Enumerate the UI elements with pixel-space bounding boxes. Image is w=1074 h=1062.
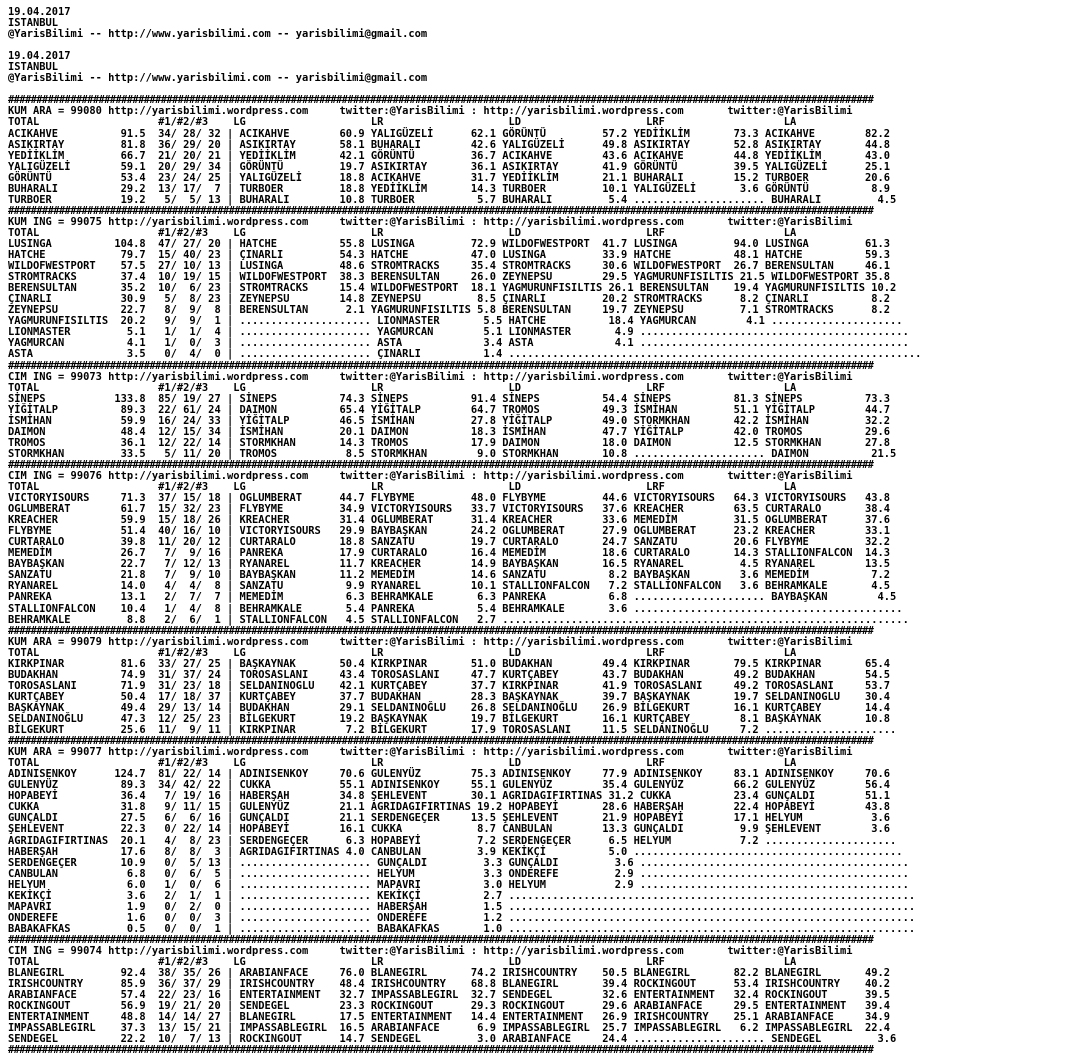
horse-row: YAGMURCAN 4.1 1/ 0/ 3 | ..................... ASTA 3.4 ASTA 4.1 ........................................... [8, 337, 909, 350]
horse-row: ÇINARLI 30.9 5/ 8/ 23 | ZEYNEPSU 14.8 ZEYNEPSU 8.5 ÇINARLI 20.2 STROMTRACKS 8.2 ÇINARLI 8.2 [8, 293, 891, 306]
horse-row: ACIKAHVE 91.5 34/ 28/ 32 | ACIKAHVE 60.9 YALIGÜZELİ 62.1 GÖRÜNTÜ 57.2 YEDİİKLİM 73.3 ACIKAHVE 82.2 [8, 127, 891, 140]
race-title: CIM ING = 99074 http://yarisbilimi.wordpress.com twitter:@YarisBilimi : http://yarisbilimi.wordpress.com twitter:@YarisBilimi [8, 944, 853, 957]
horse-row: PANREKA 13.1 2/ 7/ 7 | MEMEDİM 6.3 BEHRAMKALE 6.3 PANREKA 6.8 ..................... BAYBAŞKAN 4.5 [8, 591, 897, 604]
horse-row: MAPAVRI 1.9 0/ 2/ 0 | ..................... HABERŞAH 1.5 ................................................................. [8, 900, 916, 913]
horse-row: ŞEHLEVENT 22.3 0/ 22/ 14 | HOPABEYİ 16.1 CUKKA 8.7 CANBULAN 13.3 GUNÇALDI 9.9 ŞEHLEVENT 3.6 [8, 823, 891, 836]
column-headers: TOTAL #1/#2/#3 LG LR LD LRF LA [8, 646, 797, 659]
horse-row: YİĞİTALP 89.3 22/ 61/ 24 | DAIMON 65.4 YİĞİTALP 64.7 TROMOS 49.3 İSMİHAN 51.1 YİĞİTALP 44.7 [8, 403, 891, 416]
horse-row: BİLGEKURT 25.6 11/ 9/ 11 | KIRKPINAR 7.2 BİLGEKURT 17.9 TOROSASLANI 11.5 SELDANINOĞLU 7.2 ..................... [8, 724, 897, 737]
horse-row: SELDANINOĞLU 47.3 12/ 25/ 23 | BİLGEKURT 19.2 BAŞKAYNAK 19.7 BİLGEKURT 16.1 KURTÇABEY 8.1 BAŞKAYNAK 10.8 [8, 713, 891, 725]
horse-row: ARABIANFACE 57.4 22/ 23/ 16 | ENTERTAINMENT 32.7 IMPASSABLEGIRL 32.7 SENDEGEL 32.6 ENTERTAINMENT 32.4 ROCKINGOUT 39.5 [8, 989, 891, 1002]
horse-row: TURBOER 19.2 5/ 5/ 13 | BUHARALI 10.8 TURBOER 5.7 BUHARALI 5.4 ..................... BUHARALI 4.5 [8, 193, 897, 206]
horse-row: KEKİKÇİ 3.6 2/ 1/ 1 | ..................... KEKİKÇİ 2.7 ................................................................. [8, 889, 916, 902]
horse-row: FLYBYME 51.4 40/ 16/ 10 | VICTORYISOURS 29.9 BAYBAŞKAN 24.2 OGLUMBERAT 27.9 OGLUMBERAT 23.2 KREACHER 33.1 [8, 525, 891, 538]
horse-row: WILDOFWESTPORT 57.5 27/ 10/ 13 | LUSINGA 48.6 STROMTRACKS 35.4 STROMTRACKS 30.6 WILDOFWESTPORT 26.7 BERENSULTAN 46.1 [8, 260, 891, 273]
horse-row: SENDEGEL 22.2 10/ 7/ 13 | ROCKINGOUT 14.7 SENDEGEL 3.0 ARABIANFACE 24.4 ..................... SENDEGEL 3.6 [8, 1033, 897, 1046]
horse-row: KIRKPINAR 81.6 33/ 27/ 25 | BAŞKAYNAK 50.4 KIRKPINAR 51.0 BUDAKHAN 49.4 KIRKPINAR 79.5 KIRKPINAR 65.4 [8, 657, 891, 670]
horse-row: BUHARALI 29.2 13/ 17/ 7 | TURBOER 18.8 YEDİİKLİM 14.3 TURBOER 10.1 YALIGÜZELİ 3.6 GÖRÜNTÜ 8.9 [8, 182, 891, 195]
horse-row: BEHRAMKALE 8.8 2/ 6/ 1 | STALLIONFALCON 4.5 STALLIONFALCON 2.7 ................................................................. [8, 613, 909, 626]
header-line [8, 40, 1068, 51]
section-separator: ######################################################################################################################################################### [8, 933, 874, 946]
race-title: KUM ARA = 99077 http://yarisbilimi.wordpress.com twitter:@YarisBilimi : http://yarisbilimi.wordpress.com twitter:@YarisBilimi [8, 746, 853, 759]
horse-row: CANBULAN 6.8 0/ 6/ 5 | ..................... HELYUM 3.3 ONDEREFE 2.9 ........................................... [8, 867, 909, 880]
section-separator: ######################################################################################################################################################### [8, 458, 874, 471]
horse-row: BAŞKAYNAK 49.4 29/ 13/ 14 | BUDAKHAN 29.1 SELDANINOĞLU 26.8 SELDANINOĞLU 26.9 BİLGEKURT 16.1 KURTÇABEY 14.4 [8, 701, 891, 714]
horse-row: İSMİHAN 59.9 16/ 24/ 33 | YİĞİTALP 46.5 İSMİHAN 27.8 YİĞİTALP 49.0 STORMKHAN 42.2 İSMİHAN 32.2 [8, 414, 891, 427]
horse-row: KURTÇABEY 50.4 17/ 18/ 37 | KURTÇABEY 37.7 BUDAKHAN 28.3 BAŞKAYNAK 39.7 BAŞKAYNAK 19.7 SELDANINOGLU 30.4 [8, 690, 891, 703]
column-headers: TOTAL #1/#2/#3 LG LR LD LRF LA [8, 381, 797, 394]
horse-row: CUKKA 31.8 9/ 11/ 15 | GULENYÜZ 21.1 AGRIDAGIFIRTINAS 19.2 HOPABEYİ 28.6 HABERŞAH 22.4 HOPABEYİ 43.8 [8, 801, 891, 814]
section-separator: ######################################################################################################################################################### [8, 359, 874, 372]
horse-row: VICTORYISOURS 71.3 37/ 15/ 18 | OGLUMBERAT 44.7 FLYBYME 48.0 FLYBYME 44.6 VICTORYISOURS 64.3 VICTORYISOURS 43.8 [8, 492, 891, 505]
header-line: @YarisBilimi -- http://www.yarisbilimi.com -- yarisbilimi@gmail.com [8, 72, 428, 85]
race-report-document [8, 7, 1068, 1056]
horse-row: ASIKIRTAY 81.8 36/ 29/ 20 | ASIKIRTAY 58.1 BUHARALI 42.6 YALIGÜZELİ 49.8 ASIKIRTAY 52.8 ASIKIRTAY 44.8 [8, 138, 891, 151]
race-title: CIM ING = 99073 http://yarisbilimi.wordpress.com twitter:@YarisBilimi : http://yarisbilimi.wordpress.com twitter:@YarisBilimi [8, 370, 853, 383]
horse-row: STORMKHAN 33.5 5/ 11/ 20 | TROMOS 8.5 STORMKHAN 9.0 STORMKHAN 10.8 ..................... DAIMON 21.5 [8, 447, 897, 460]
horse-row: LUSINGA 104.8 47/ 27/ 20 | HATCHE 55.8 LUSINGA 72.9 WILDOFWESTPORT 41.7 LUSINGA 94.0 LUSINGA 61.3 [8, 237, 891, 250]
horse-row: STROMTRACKS 37.4 10/ 19/ 15 | WILDOFWESTPORT 38.3 BERENSULTAN 26.0 ZEYNEPSU 29.5 YAGMURUNFISILTIS 21.5 WILDOFWESTPORT 35.8 [8, 271, 891, 284]
horse-row: SERDENGEÇER 10.9 0/ 5/ 13 | ..................... GUNÇALDI 3.3 GUNÇALDI 3.6 ........................................... [8, 856, 909, 869]
column-headers: TOTAL #1/#2/#3 LG LR LD LRF LA [8, 956, 797, 969]
column-headers: TOTAL #1/#2/#3 LG LR LD LRF LA [8, 481, 797, 494]
horse-row: YAGMURUNFISILTIS 20.2 9/ 9/ 1 | ..................... LIONMASTER 5.5 HATCHE 18.4 YAGMURCAN 4.1 ..................... [8, 315, 903, 328]
horse-row: ADINISENKOY 124.7 81/ 22/ 14 | ADINISENKOY 70.6 GULENYÜZ 75.3 ADINISENKOY 77.9 ADINISENKOY 83.1 ADINISENKOY 70.6 [8, 768, 891, 781]
header-line: 19.04.2017 [8, 50, 71, 63]
horse-row: LIONMASTER 5.1 1/ 1/ 4 | ..................... YAGMURCAN 5.1 LIONMASTER 4.9 ........................................... [8, 326, 909, 339]
horse-row: ENTERTAINMENT 48.8 14/ 14/ 27 | BLANEGIRL 17.5 ENTERTAINMENT 14.4 ENTERTAINMENT 26.9 IRISHCOUNTRY 25.1 ARABIANFACE 34.9 [8, 1011, 891, 1024]
horse-row: ZEYNEPSU 22.7 8/ 9/ 8 | BERENSULTAN 2.1 YAGMURUNFISILTIS 5.8 BERENSULTAN 19.7 ZEYNEPSU 7.1 STROMTRACKS 8.2 [8, 304, 891, 317]
horse-row: BABAKAFKAS 0.5 0/ 0/ 1 | ..................... BABAKAFKAS 1.0 ................................................................. [8, 922, 916, 935]
header-line: ISTANBUL [8, 61, 59, 74]
horse-row: YEDİİKLİM 66.7 21/ 20/ 21 | YEDİİKLİM 42.1 GÖRÜNTÜ 36.7 ACIKAHVE 43.6 ACIKAHVE 44.8 YEDİİKLİM 43.0 [8, 149, 891, 162]
horse-row: MEMEDİM 26.7 7/ 9/ 16 | PANREKA 17.9 CURTARALO 16.4 MEMEDİM 18.6 CURTARALO 14.3 STALLIONFALCON 14.3 [8, 547, 891, 560]
horse-row: DAIMON 48.4 12/ 15/ 34 | İSMİHAN 20.1 DAIMON 18.3 İSMİHAN 47.7 YİĞİTALP 42.0 TROMOS 29.6 [8, 425, 891, 438]
horse-row: HELYUM 6.0 1/ 0/ 6 | ..................... MAPAVRI 3.0 HELYUM 2.9 ........................................... [8, 878, 909, 891]
horse-row: BAYBAŞKAN 22.7 7/ 12/ 13 | RYANAREL 11.7 KREACHER 14.9 BAYBAŞKAN 16.5 RYANAREL 4.5 RYANAREL 13.5 [8, 558, 891, 571]
column-headers: TOTAL #1/#2/#3 LG LR LD LRF LA [8, 226, 797, 239]
header-line: @YarisBilimi -- http://www.yarisbilimi.com -- yarisbilimi@gmail.com [8, 28, 428, 41]
horse-row: KREACHER 59.9 15/ 18/ 26 | KREACHER 31.4 OGLUMBERAT 31.4 KREACHER 33.6 MEMEDİM 31.5 OGLUMBERAT 37.6 [8, 514, 891, 527]
section-separator: ######################################################################################################################################################### [8, 94, 874, 107]
horse-row: HOPABEYİ 36.4 7/ 19/ 16 | HABERŞAH 34.8 ŞEHLEVENT 30.1 AGRIDAGIFIRTINAS 31.2 CUKKA 23.4 GUNÇALDI 51.1 [8, 790, 891, 803]
horse-row: SİNEPS 133.8 85/ 19/ 27 | SİNEPS 74.3 SİNEPS 91.4 SİNEPS 54.4 SİNEPS 81.3 SİNEPS 73.3 [8, 392, 891, 405]
horse-row: ROCKINGOUT 56.9 19/ 21/ 20 | SENDEGEL 23.3 ROCKINGOUT 29.3 ROCKINGOUT 29.6 ARABIANFACE 29.5 ENTERTAINMENT 39.4 [8, 1000, 891, 1013]
horse-row: STALLIONFALCON 10.4 1/ 4/ 8 | BEHRAMKALE 5.4 PANREKA 5.4 BEHRAMKALE 3.6 ........................................... [8, 602, 903, 615]
horse-row: ASTA 3.5 0/ 4/ 0 | ..................... ÇINARLI 1.4 .................................................................. [8, 348, 922, 361]
column-headers: TOTAL #1/#2/#3 LG LR LD LRF LA [8, 116, 797, 129]
section-separator: ######################################################################################################################################################### [8, 735, 874, 748]
horse-row: GUNÇALDI 27.5 6/ 6/ 16 | GUNÇALDI 21.1 SERDENGEÇER 13.5 ŞEHLEVENT 21.9 HOPABEYİ 17.1 HELYUM 3.6 [8, 812, 891, 825]
horse-row: BLANEGIRL 92.4 38/ 35/ 26 | ARABIANFACE 76.0 BLANEGIRL 74.2 IRISHCOUNTRY 50.5 BLANEGIRL 82.2 BLANEGIRL 49.2 [8, 967, 891, 980]
race-title: KUM ARA = 99079 http://yarisbilimi.wordpress.com twitter:@YarisBilimi : http://yarisbilimi.wordpress.com twitter:@YarisBilimi [8, 635, 853, 648]
horse-row: GULENYÜZ 89.3 34/ 42/ 22 | CUKKA 55.1 ADINISENKOY 55.1 GULENYÜZ 35.4 GULENYÜZ 66.2 GULENYÜZ 56.4 [8, 779, 891, 792]
header-line: ISTANBUL [8, 17, 59, 30]
horse-row: YALIGÜZELİ 59.1 20/ 29/ 34 | GÖRÜNTÜ 19.7 ASIKIRTAY 36.1 ASIKIRTAY 41.9 GÖRÜNTÜ 39.5 YALIGÜZELİ 25.1 [8, 160, 891, 173]
section-separator: ######################################################################################################################################################### [8, 624, 874, 637]
race-title: CIM ING = 99076 http://yarisbilimi.wordpress.com twitter:@YarisBilimi : http://yarisbilimi.wordpress.com twitter:@YarisBilimi [8, 469, 853, 482]
section-separator: ######################################################################################################################################################### [8, 1044, 874, 1057]
horse-row: ONDEREFE 1.6 0/ 0/ 3 | ..................... ONDEREFE 1.2 ................................................................. [8, 911, 916, 924]
horse-row: BERENSULTAN 35.2 10/ 6/ 23 | STROMTRACKS 15.4 WILDOFWESTPORT 18.1 YAGMURUNFISILTIS 26.1 BERENSULTAN 19.4 YAGMURUNFISILTIS 10.2 [8, 282, 897, 295]
column-headers: TOTAL #1/#2/#3 LG LR LD LRF LA [8, 757, 797, 770]
horse-row: OGLUMBERAT 61.7 15/ 32/ 23 | FLYBYME 34.9 VICTORYISOURS 33.7 VICTORYISOURS 37.6 KREACHER 63.5 CURTARALO 38.4 [8, 503, 891, 516]
horse-row: HATCHE 79.7 15/ 40/ 23 | ÇINARLI 54.3 HATCHE 47.0 LUSINGA 33.9 HATCHE 48.1 HATCHE 59.3 [8, 249, 891, 262]
horse-row: HABERŞAH 17.6 8/ 8/ 3 | AGRIDAGIFIRTINAS 4.0 CANBULAN 3.9 KEKİKÇİ 5.0 ........................................... [8, 845, 903, 858]
horse-row: CURTARALO 39.8 11/ 20/ 12 | CURTARALO 18.8 SANZATU 19.7 CURTARALO 24.7 SANZATU 20.6 FLYBYME 32.2 [8, 536, 891, 549]
horse-row: SANZATU 21.8 7/ 9/ 10 | BAYBAŞKAN 11.2 MEMEDİM 14.6 SANZATU 8.2 BAYBAŞKAN 3.6 MEMEDİM 7.2 [8, 569, 891, 582]
race-title: KUM ING = 99075 http://yarisbilimi.wordpress.com twitter:@YarisBilimi : http://yarisbilimi.wordpress.com twitter:@YarisBilimi [8, 215, 853, 228]
header-line: 19.04.2017 [8, 6, 71, 18]
section-separator: ######################################################################################################################################################### [8, 204, 874, 217]
horse-row: RYANAREL 14.0 4/ 4/ 8 | SANZATU 9.9 RYANAREL 10.1 STALLIONFALCON 7.2 STALLIONFALCON 3.6 BEHRAMKALE 4.5 [8, 580, 891, 593]
horse-row: BUDAKHAN 74.9 31/ 37/ 24 | TOROSASLANI 43.4 TOROSASLANI 47.7 KURTÇABEY 43.7 BUDAKHAN 49.2 BUDAKHAN 54.5 [8, 668, 891, 681]
horse-row: IMPASSABLEGIRL 37.3 13/ 15/ 21 | IMPASSABLEGIRL 16.5 ARABIANFACE 6.9 IMPASSABLEGIRL 25.7 IMPASSABLEGIRL 6.2 IMPASSABLEGIRL 22.4 [8, 1022, 891, 1035]
horse-row: TOROSASLANI 71.9 31/ 23/ 18 | SELDANINOGLU 42.1 KURTÇABEY 37.7 KIRKPINAR 41.9 TOROSASLANI 49.2 TOROSASLANI 53.7 [8, 679, 891, 692]
horse-row: GÖRÜNTÜ 53.4 23/ 24/ 25 | YALIGÜZELİ 18.8 ACIKAHVE 31.7 YEDİİKLİM 21.1 BUHARALI 15.2 TURBOER 20.6 [8, 171, 891, 184]
race-title: KUM ARA = 99080 http://yarisbilimi.wordpress.com twitter:@YarisBilimi : http://yarisbilimi.wordpress.com twitter:@YarisBilimi [8, 105, 853, 118]
horse-row: TROMOS 36.1 12/ 22/ 14 | STORMKHAN 14.3 TROMOS 17.9 DAIMON 18.0 DAIMON 12.5 STORMKHAN 27.8 [8, 436, 891, 449]
horse-row: AGRIDAGIFIRTINAS 20.1 4/ 8/ 23 | SERDENGEÇER 6.3 HOPABEYİ 7.2 SERDENGEÇER 6.5 HELYUM 7.2 ..................... [8, 834, 897, 847]
horse-row: IRISHCOUNTRY 85.9 36/ 37/ 29 | IRISHCOUNTRY 48.4 IRISHCOUNTRY 68.8 BLANEGIRL 39.4 ROCKINGOUT 53.4 IRISHCOUNTRY 40.2 [8, 978, 891, 991]
